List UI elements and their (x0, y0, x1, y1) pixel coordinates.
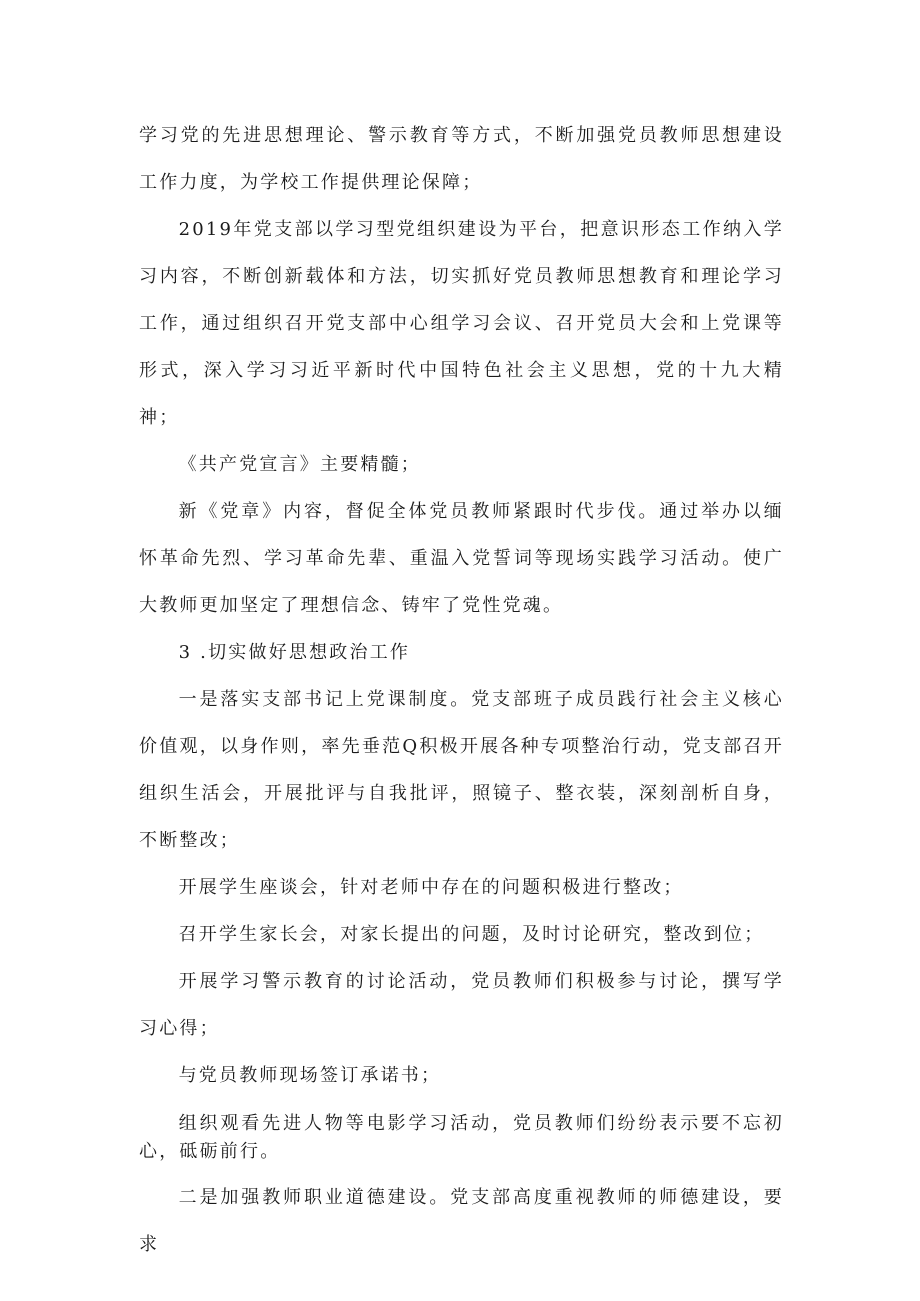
paragraph-continuation: 学习党的先进思想理论、警示教育等方式，不断加强党员教师思想建设工作力度，为学校工作提供理论保障； (139, 125, 784, 193)
section-heading-3: 3 .切实做好思想政治工作 (178, 642, 411, 663)
paragraph-manifesto: 《共产党宣言》主要精髓； (178, 454, 421, 475)
paragraph-film-activity: 组织观看先进人物等电影学习活动，党员教师们纷纷表示要不忘初心，砥砺前行。 (139, 1113, 784, 1162)
document-body (139, 112, 784, 1268)
paragraph-first-measure: 一是落实支部书记上党课制度。党支部班子成员践行社会主义核心价值观，以身作则，率先垂范Q积极开展各种专项整治行动，党支部召开组织生活会，开展批评与自我批评，照镜子、整衣装，深刻剖析自身，不断整改； (139, 689, 784, 851)
paragraph-warning-education: 开展学习警示教育的讨论活动，党员教师们积极参与讨论，撰写学习心得； (139, 971, 784, 1039)
paragraph-parent-meeting: 召开学生家长会，对家长提出的问题，及时讨论研究，整改到位； (178, 924, 765, 945)
paragraph-2019-study: 2019年党支部以学习型党组织建设为平台，把意识形态工作纳入学习内容，不断创新载体和方法，切实抓好党员教师思想教育和理论学习工作，通过组织召开党支部中心组学习会议、召开党员大会和上党课等形式，深入学习习近平新时代中国特色社会主义思想，党的十九大精神； (139, 219, 784, 428)
paragraph-student-forum: 开展学生座谈会，针对老师中存在的问题积极进行整改； (178, 877, 684, 898)
paragraph-second-measure: 二是加强教师职业道德建设。党支部高度重视教师的师德建设，要求 (139, 1187, 784, 1255)
paragraph-party-constitution: 新《党章》内容，督促全体党员教师紧跟时代步伐。通过举办以缅怀革命先烈、学习革命先辈、重温入党誓词等现场实践学习活动。使广大教师更加坚定了理想信念、铸牢了党性党魂。 (139, 501, 784, 616)
paragraph-commitment: 与党员教师现场签订承诺书； (178, 1065, 442, 1086)
